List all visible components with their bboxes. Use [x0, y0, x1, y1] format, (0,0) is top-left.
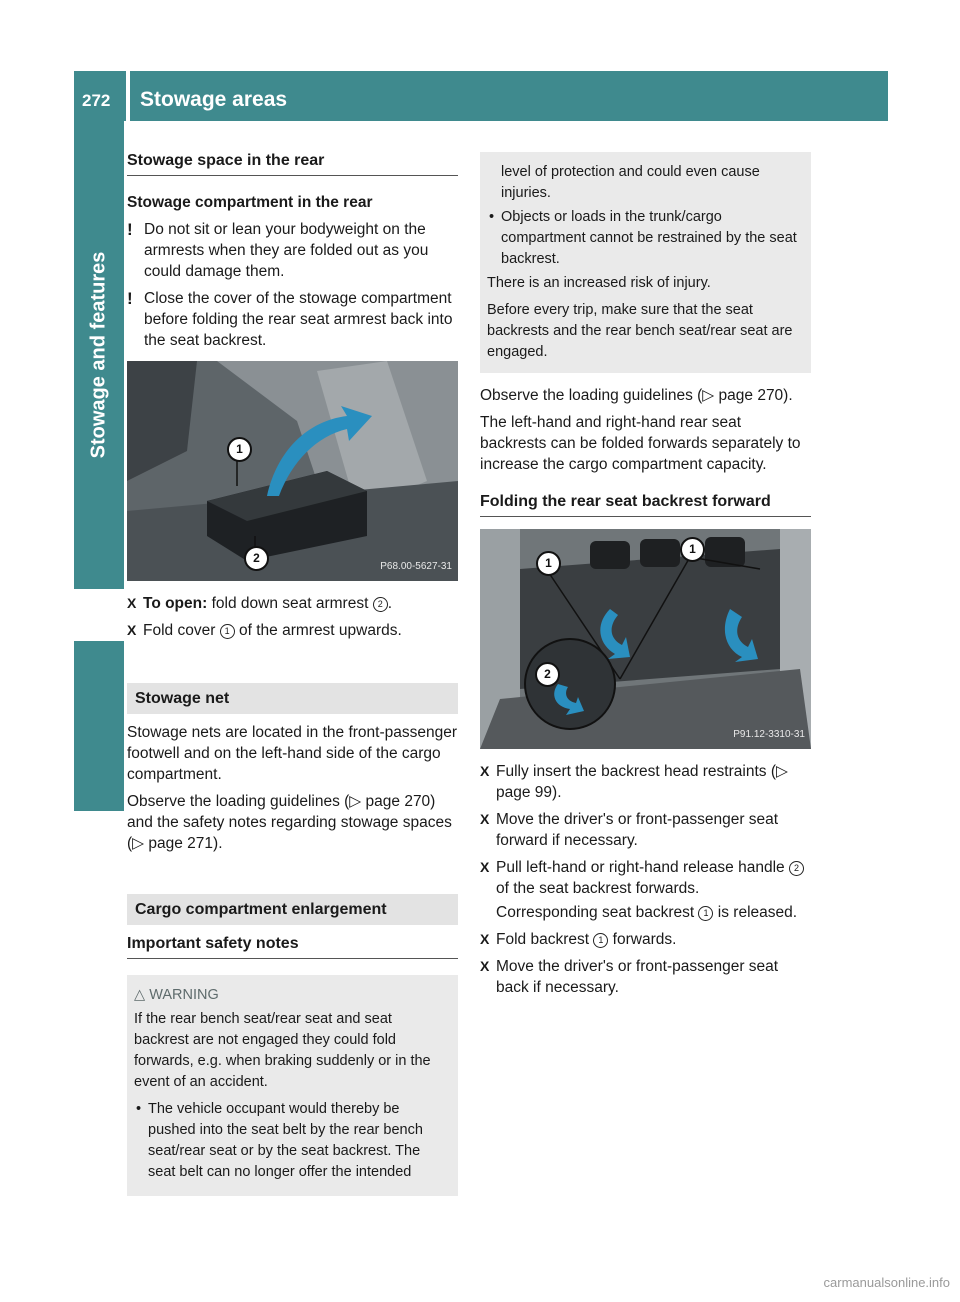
step-marker-icon: X [480, 958, 490, 974]
instruction-step: X To open: fold down seat armrest 2 . [127, 595, 393, 612]
rear-seat-figure [480, 529, 811, 749]
callout-ref: 2 [373, 597, 388, 612]
figure-code: P68.00-5627-31 [380, 561, 452, 572]
watermark: carmanualsonline.info [823, 1275, 950, 1290]
figure-code: P91.12-3310-31 [733, 729, 805, 740]
step-marker-icon: X [127, 622, 137, 638]
side-tab-label: Stowage and features [87, 251, 110, 459]
paragraph: Observe the loading guidelines (▷ page 270) and the safety notes regarding stowage spaces (▷ page 271). [127, 793, 452, 852]
subsection-title: Stowage compartment in the rear [127, 194, 373, 211]
chapter-title: Stowage areas [140, 88, 288, 111]
right-column [480, 152, 811, 1004]
section-banner: Stowage net [127, 683, 458, 714]
left-column [127, 150, 458, 1196]
instruction-step: X Fully insert the backrest head restraints (▷ page 99). [480, 763, 788, 801]
exclamation-icon: ! [127, 289, 133, 308]
section-title: Folding the rear seat backrest forward [480, 491, 811, 517]
instruction-step: X Fold cover 1 of the armrest upwards. [127, 622, 402, 639]
step-marker-icon: X [480, 763, 490, 779]
warning-box-continued [480, 152, 811, 373]
warning-heading: △ WARNING [134, 987, 219, 1003]
warning-bullet-continued: level of protection and could even cause injuries. [501, 164, 760, 201]
callout-ref: 2 [789, 861, 804, 876]
instruction-step: X Move the driver's or front-passenger seat forward if necessary. [480, 811, 779, 849]
step-marker-icon: X [127, 595, 137, 611]
section-title: Stowage space in the rear [127, 150, 458, 176]
paragraph: Observe the loading guidelines (▷ page 270). [480, 387, 793, 404]
warning-text: There is an increased risk of injury. [487, 275, 711, 291]
callout-1: 1 [227, 437, 252, 462]
warning-box [127, 975, 458, 1196]
instruction-step: X Move the driver's or front-passenger seat back if necessary. [480, 958, 779, 996]
armrest-figure [127, 361, 458, 581]
callout-ref: 1 [220, 624, 235, 639]
section-title: Important safety notes [127, 933, 458, 959]
callout-1: 1 [536, 551, 561, 576]
callout-2: 2 [244, 546, 269, 571]
instruction-step: X Pull left-hand or right-hand release handle 2 of the seat backrest forwards. Corresponding seat backrest 1 is released. [480, 857, 811, 923]
header-divider [126, 71, 130, 121]
section-banner: Cargo compartment enlargement [127, 894, 458, 925]
warning-text: If the rear bench seat/rear seat and seat backrest are not engaged they could fold forwards, e.g. when braking suddenly or in the event of an accident. [134, 1011, 431, 1090]
caution-note: ! Do not sit or lean your bodyweight on the armrests when they are folded out as you could damage them. [127, 220, 429, 280]
callout-1: 1 [680, 537, 705, 562]
rear-seat-illustration [480, 529, 811, 749]
callout-ref: 1 [698, 906, 713, 921]
page-header [74, 71, 888, 121]
warning-bullet: • The vehicle occupant would thereby be pushed into the seat belt by the rear bench seat/rear seat or by the seat backrest. The seat belt can no longer offer the intended [134, 1099, 450, 1183]
step-marker-icon: X [480, 931, 490, 947]
warning-triangle-icon: △ [134, 987, 146, 1003]
page-number: 272 [82, 91, 111, 110]
warning-text: Before every trip, make sure that the seat backrests and the rear bench seat/rear seat are engaged. [487, 302, 793, 360]
step-marker-icon: X [480, 859, 490, 875]
side-tab-block [74, 641, 124, 811]
paragraph: Stowage nets are located in the front-passenger footwell and on the left-hand side of the cargo compartment. [127, 724, 458, 783]
instruction-step: X Fold backrest 1 forwards. [480, 931, 677, 948]
armrest-illustration [127, 361, 458, 581]
warning-bullet: • Objects or loads in the trunk/cargo compartment cannot be restrained by the seat backrest. [487, 207, 803, 270]
paragraph: The left-hand and right-hand rear seat backrests can be folded forwards separately to increase the cargo compartment capacity. [480, 414, 801, 473]
step-result: Corresponding seat backrest 1 is released. [496, 904, 798, 921]
step-marker-icon: X [480, 811, 490, 827]
caution-note: ! Close the cover of the stowage compartment before folding the rear seat armrest back into the seat backrest. [127, 289, 453, 349]
side-tab [74, 121, 126, 1231]
exclamation-icon: ! [127, 220, 133, 239]
callout-ref: 1 [593, 933, 608, 948]
callout-2: 2 [535, 662, 560, 687]
